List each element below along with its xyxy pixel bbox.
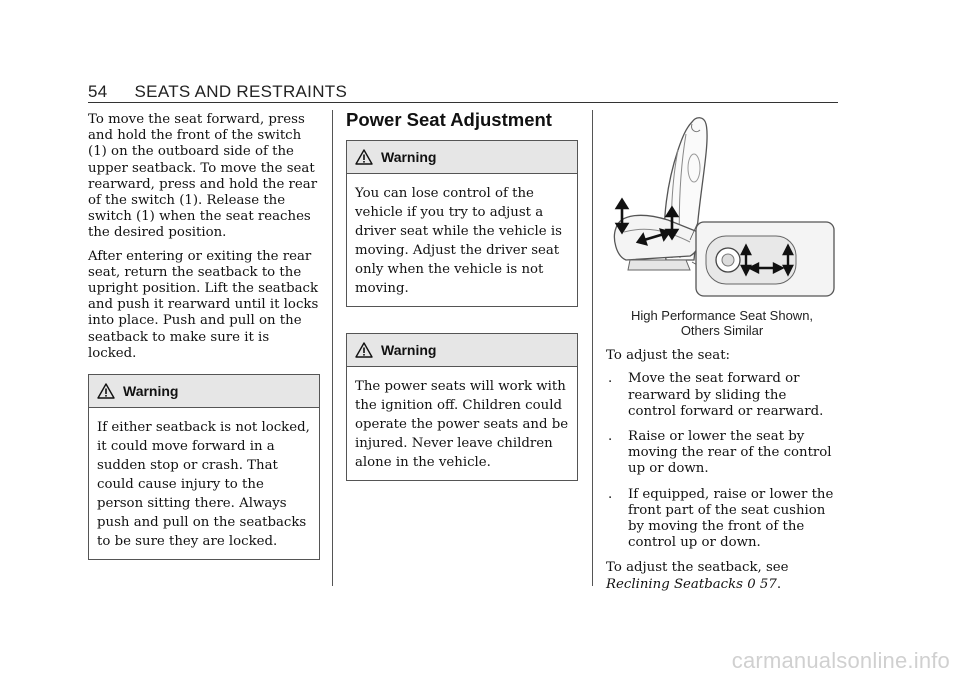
adjust-list <box>606 371 838 551</box>
bullet-symbol: . <box>608 486 613 502</box>
watermark: carmanualsonline.info <box>731 648 950 673</box>
figure-caption <box>606 308 838 338</box>
page-header <box>88 82 838 102</box>
warning-triangle-icon <box>355 149 373 165</box>
column-2 <box>346 109 578 481</box>
section-title: SEATS AND RESTRAINTS <box>134 82 348 101</box>
period: . <box>776 576 782 592</box>
paragraph-seatback-return: After entering or exiting the rear seat, return the seatback to the upright position. Lift the seatback and push it rearward until it locks into place. Push and pull on the seatback to make sure it is locked. <box>88 248 319 361</box>
bullet-symbol: . <box>608 429 613 445</box>
column-divider-1 <box>332 110 333 586</box>
list-item-text: If equipped, raise or lower the front part of the seat cushion by moving the front of the control up or down. <box>628 486 834 551</box>
list-item-text: Raise or lower the seat by moving the rear of the control up or down. <box>628 429 832 477</box>
reclining-seatbacks-link[interactable]: Reclining Seatbacks <box>606 576 743 592</box>
warning-box-children <box>346 333 578 481</box>
warning-title: Warning <box>381 342 437 359</box>
power-seat-illustration <box>606 110 838 300</box>
page-number: 54 <box>88 82 108 101</box>
adjust-intro: To adjust the seat: <box>606 348 731 364</box>
list-item <box>606 371 838 420</box>
seatback-reference <box>606 560 838 592</box>
warning-title: Warning <box>123 382 179 399</box>
warning-body: If either seatback is not locked, it could move forward in a sudden stop or crash. That could cause injury to the person sitting there. Always push and pull on the seatbacks to be sure they are locked. <box>97 420 310 550</box>
column-divider-2 <box>592 110 593 586</box>
list-item-text: Move the seat forward or rearward by sliding the control forward or rearward. <box>628 371 824 419</box>
paragraph-seat-move: To move the seat forward, press and hold the front of the switch (1) on the outboard side of the upper seatback. To move the seat rearward, press and hold the rear of the switch (1). Release the switch (1) when the seat reaches the desired position. <box>88 112 318 241</box>
list-item <box>606 487 838 552</box>
section-heading: Power Seat Adjustment <box>346 109 552 130</box>
bullet-symbol: . <box>608 371 613 387</box>
caption-line-2: Others Similar <box>680 323 764 339</box>
warning-header <box>89 375 319 408</box>
warning-box-seatback <box>88 374 320 560</box>
warning-title: Warning <box>381 149 437 166</box>
list-item <box>606 429 838 478</box>
column-3 <box>606 110 838 600</box>
header-rule <box>88 102 838 103</box>
warning-header <box>347 141 577 174</box>
warning-body: The power seats will work with the ignition off. Children could operate the power seats and be injured. Never leave children alone in the vehicle. <box>355 379 569 471</box>
column-1 <box>88 112 320 560</box>
warning-box-driver <box>346 140 578 307</box>
caption-line-1: High Performance Seat Shown, <box>630 308 814 324</box>
page-reference[interactable]: 0 57 <box>747 576 777 592</box>
seatback-text: To adjust the seatback, see <box>606 560 789 576</box>
warning-header <box>347 334 577 367</box>
warning-triangle-icon <box>97 383 115 399</box>
warning-triangle-icon <box>355 342 373 358</box>
warning-body: You can lose control of the vehicle if you try to adjust a driver seat while the vehicle is moving. Adjust the driver seat only when the vehicle is not moving. <box>355 186 562 297</box>
